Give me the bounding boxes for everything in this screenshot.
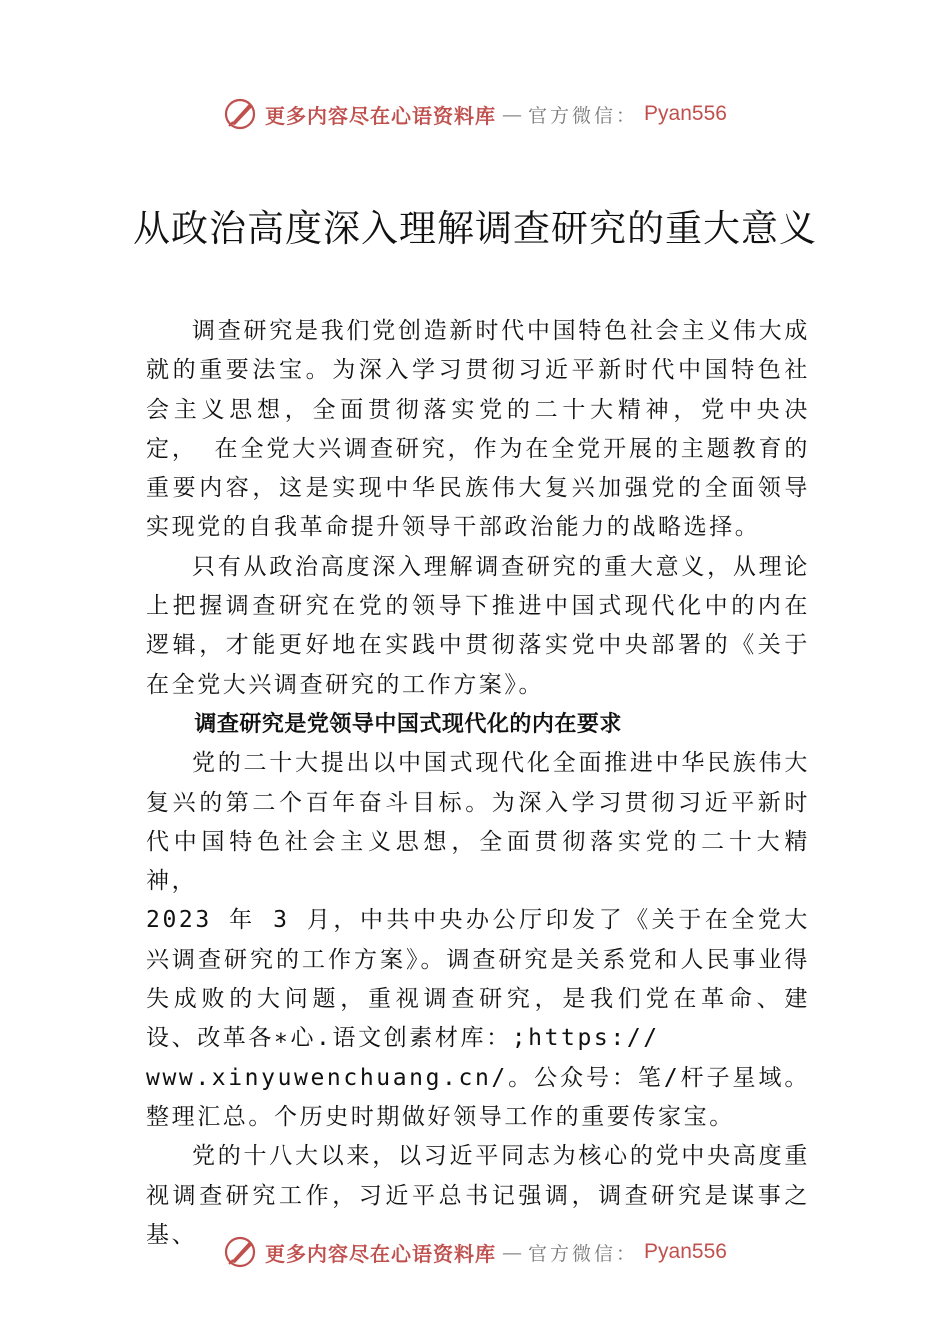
paragraph-3a: 党的二十大提出以中国式现代化全面推进中华民族伟大复兴的第二个百年奋斗目标。为深入学习贯彻习近平新时代中国特色社会主义思想，全面贯彻落实党的二十大精神，	[146, 750, 810, 895]
paragraph-2: 只有从政治高度深入理解调查研究的重大意义，从理论上把握调查研究在党的领导下推进中国式现代化中的内在逻辑，才能更好地在实践中贯彻落实党中央部署的《关于在全党大兴调查研究的工作方案》。	[146, 553, 810, 698]
quill-logo-icon	[223, 1234, 259, 1270]
banner-label: 官方微信：	[528, 104, 639, 127]
banner-label: 官方微信：	[528, 1242, 639, 1265]
paragraph-3c: www.xinyuwenchuang.cn/。公众号：笔/杆子星域。整理汇总。个历史时期做好领导工作的重要传家宝。	[146, 1064, 810, 1130]
banner-text: 更多内容尽在心语资料库	[265, 103, 497, 128]
document-title: 从政治高度深入理解调查研究的重大意义	[133, 207, 817, 250]
paragraph-4: 党的十八大以来，以习近平同志为核心的党中央高度重视调查研究工作，习近平总书记强调，调查研究是谋事之基、	[146, 1143, 810, 1248]
banner-wechat-id: Pyan556	[644, 102, 727, 125]
footer-watermark-banner	[0, 1232, 950, 1272]
paragraph-3b: 2023 年 3 月，中共中央办公厅印发了《关于在全党大兴调查研究的工作方案》。调查研究是关系党和人民事业得失成败的大问题，重视调查研究，是我们党在革命、建设、改革各∗心.语文创素材库：;https://	[146, 907, 810, 1052]
banner-separator: —	[502, 1240, 523, 1264]
quill-logo-icon	[223, 96, 259, 132]
header-watermark-banner	[0, 94, 950, 134]
document-body	[146, 312, 810, 1255]
paragraph-1: 调查研究是我们党创造新时代中国特色社会主义伟大成就的重要法宝。为深入学习贯彻习近平新时代中国特色社会主义思想，全面贯彻落实党的二十大精神，党中央决定， 在全党大兴调查研究，作为在全党开展的主题教育的重要内容，这是实现中华民族伟大复兴加强党的全面领导实现党的自我革命提升领导干部政治能力的战略选择。	[146, 318, 810, 541]
banner-text: 更多内容尽在心语资料库	[265, 1241, 497, 1266]
banner-wechat-id: Pyan556	[644, 1240, 727, 1263]
banner-separator: —	[502, 102, 523, 126]
section-heading: 调查研究是党领导中国式现代化的内在要求	[194, 711, 622, 737]
